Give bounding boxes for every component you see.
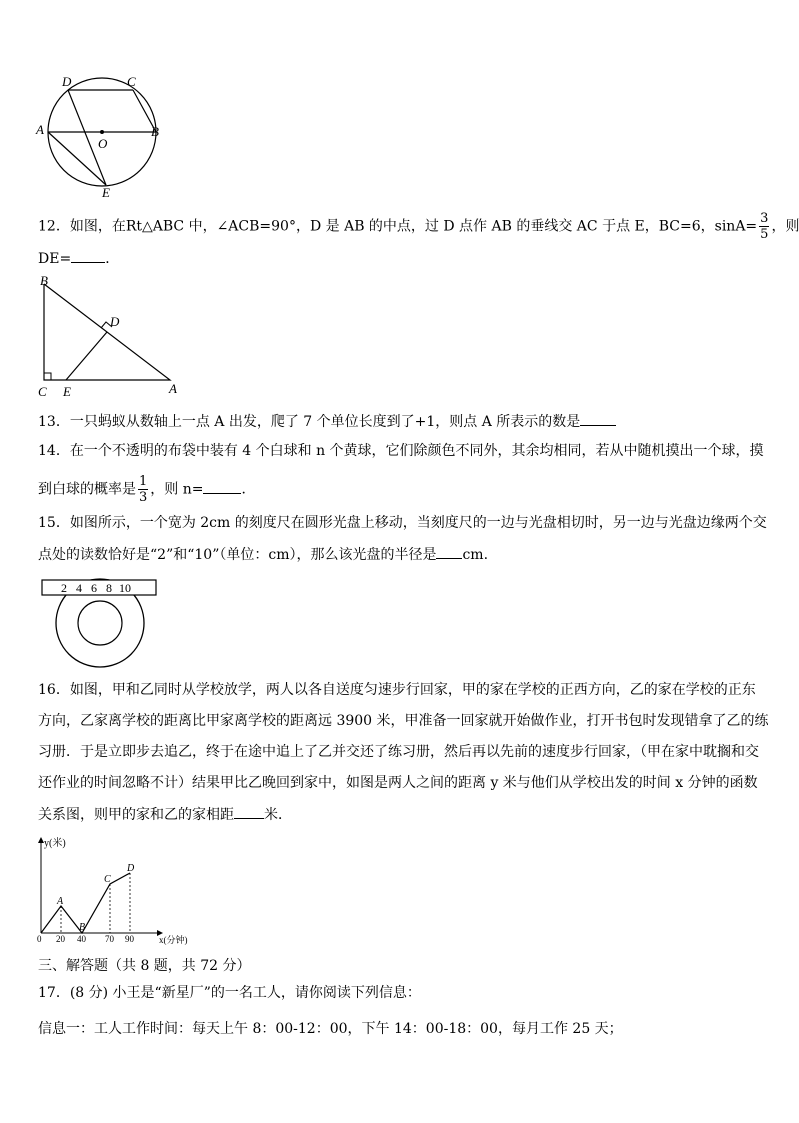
label-c: C bbox=[38, 384, 47, 399]
x-axis-label: x(分钟) bbox=[159, 935, 188, 945]
label-d: D bbox=[62, 74, 72, 89]
q14-period: ． bbox=[241, 481, 256, 498]
question-17 bbox=[38, 983, 760, 1003]
q12-period: ． bbox=[105, 251, 120, 267]
question-13 bbox=[38, 411, 760, 432]
answer-blank[interactable] bbox=[234, 804, 264, 819]
question-16-line5 bbox=[38, 804, 760, 825]
q14-line2b: ，则 n= bbox=[150, 481, 204, 498]
ruler-tick-4: 4 bbox=[76, 581, 82, 595]
question-14 bbox=[38, 441, 764, 461]
question-15-line2 bbox=[38, 544, 760, 565]
q12-text: 12．如图，在Rt△ABC 中，∠ACB=90°，D 是 AB 的中点，过 D 点作 AB 的垂线交 AC 于点 E，BC=6，sinA= bbox=[38, 218, 758, 235]
q16-line2: 方向，乙家离学校的距离比甲家离学校的距离远 3900 米，甲准备一回家就开始做作业，打开书包时发现错拿了乙的练 bbox=[38, 713, 769, 729]
question-16-line4 bbox=[38, 773, 760, 793]
question-15 bbox=[38, 513, 767, 533]
x-tick-40: 40 bbox=[77, 934, 86, 944]
y-axis-label: y(米) bbox=[44, 838, 66, 849]
q16-unit: 米． bbox=[264, 807, 292, 823]
point-c-label: C bbox=[104, 874, 111, 885]
section-3-heading bbox=[38, 956, 760, 976]
ruler-tick-8: 8 bbox=[106, 581, 112, 595]
label-a: A bbox=[36, 122, 44, 137]
answer-blank[interactable] bbox=[436, 544, 462, 559]
ruler-tick-10: 10 bbox=[119, 581, 131, 595]
q15-line2a: 点处的读数恰好是“2”和“10”（单位：cm），那么该光盘的半径是 bbox=[38, 547, 437, 563]
q17-line1: 17．(8 分) 小王是“新星厂”的一名工人，请你阅读下列信息： bbox=[38, 985, 421, 1001]
label-b: B bbox=[151, 124, 159, 139]
label-o: O bbox=[98, 136, 108, 151]
q12-fraction bbox=[759, 211, 769, 242]
question-16-line2 bbox=[38, 711, 769, 731]
ruler bbox=[42, 580, 156, 595]
label-e: E bbox=[63, 384, 71, 399]
distance-time-graph bbox=[34, 834, 214, 946]
q14-frac-den: 3 bbox=[139, 490, 148, 505]
question-17-info bbox=[38, 1019, 760, 1039]
ruler-disk-figure bbox=[38, 576, 163, 671]
right-angle-c bbox=[44, 373, 51, 380]
q16-line1: 16．如图，甲和乙同时从学校放学，两人以各自送度匀速步行回家，甲的家在学校的正西方向，乙的家在学校的正东 bbox=[38, 682, 756, 698]
label-b: B bbox=[40, 273, 48, 288]
label-e: E bbox=[102, 185, 110, 200]
answer-blank[interactable] bbox=[203, 479, 241, 494]
circle-figure bbox=[30, 70, 170, 200]
answer-blank[interactable] bbox=[71, 248, 105, 263]
center-dot bbox=[100, 130, 104, 134]
segment-de bbox=[66, 332, 107, 380]
x-tick-0: 0 bbox=[37, 934, 42, 944]
label-d: D bbox=[110, 314, 120, 329]
q15-unit: cm. bbox=[462, 547, 489, 563]
disk-inner bbox=[78, 601, 122, 645]
q12-de-label: DE= bbox=[38, 251, 72, 267]
question-12-line2 bbox=[38, 248, 760, 269]
point-a-label: A bbox=[57, 896, 64, 907]
q16-line4: 还作业的时间忽略不计）结果甲比乙晚回到家中，如图是两人之间的距离 y 米与他们从学校出发的时间 x 分钟的函数 bbox=[38, 775, 758, 791]
answer-blank[interactable] bbox=[580, 411, 616, 426]
point-d-label: D bbox=[127, 863, 135, 874]
q14-line1: 14．在一个不透明的布袋中装有 4 个白球和 n 个黄球，它们除颜色不同外，其余均相同，若从中随机摸出一个球，摸 bbox=[38, 443, 764, 459]
q14-frac-num: 1 bbox=[139, 474, 148, 489]
question-14-line2 bbox=[38, 474, 760, 505]
label-a: A bbox=[169, 381, 177, 396]
q15-line1: 15．如图所示，一个宽为 2cm 的刻度尺在圆形光盘上移动，当刻度尺的一边与光盘相切时，另一边与光盘边缘两个交 bbox=[38, 515, 767, 531]
q17-info-1: 信息一：工人工作时间：每天上午 8：00-12：00，下午 14：00-18：00，每月工作 25 天； bbox=[38, 1021, 623, 1037]
q14-fraction bbox=[138, 474, 148, 505]
point-b-label: B bbox=[79, 922, 86, 933]
ruler-tick-6: 6 bbox=[91, 581, 97, 595]
x-tick-90: 90 bbox=[125, 934, 134, 944]
label-c: C bbox=[127, 74, 136, 89]
q13-text: 13．一只蚂蚁从数轴上一点 A 出发，爬了 7 个单位长度到了+1，则点 A 所表示的数是 bbox=[38, 414, 581, 430]
section-3-title: 三、解答题（共 8 题，共 72 分） bbox=[38, 958, 251, 974]
graph-line bbox=[41, 873, 130, 933]
q14-line2a: 到白球的概率是 bbox=[38, 481, 136, 498]
question-12 bbox=[38, 211, 799, 242]
x-tick-70: 70 bbox=[105, 934, 114, 944]
q16-line5a: 关系图，则甲的家和乙的家相距 bbox=[38, 807, 234, 823]
x-tick-20: 20 bbox=[56, 934, 65, 944]
triangle-figure bbox=[30, 272, 190, 400]
q12-frac-den: 5 bbox=[760, 227, 769, 242]
question-16-line3 bbox=[38, 742, 760, 762]
question-16 bbox=[38, 680, 760, 700]
q12-text-end: ，则 bbox=[771, 218, 799, 235]
q12-frac-num: 3 bbox=[760, 211, 769, 226]
ruler-tick-2: 2 bbox=[61, 581, 67, 595]
q16-line3: 习册．于是立即步去追乙，终于在途中追上了乙并交还了练习册，然后再以先前的速度步行回家，（甲在家中耽搁和交 bbox=[38, 744, 759, 760]
